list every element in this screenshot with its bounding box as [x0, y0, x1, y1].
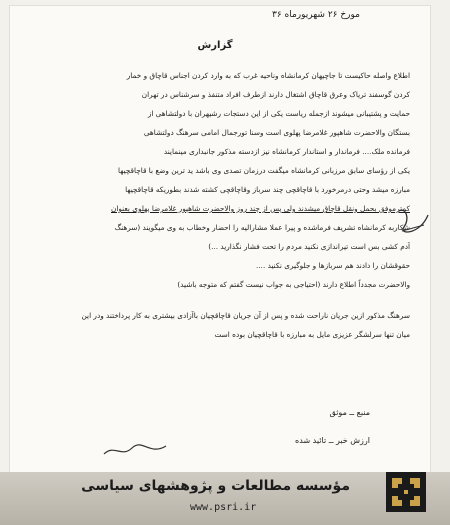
body-line: اطلاع واصله حاکیست تا جاچیهان کرمانشاه وناحیه غرب که به وارد کردن اجناس قاچاق و خمار	[126, 71, 410, 80]
body-line: میان تنها سرلشگر عزیزی مایل به مبارزه با قاچاقچیان بوده است	[214, 330, 410, 339]
body-line: آدم کشی بس است تیراندازی نکنید مردم را تحت فشار نگذارید ...)	[208, 242, 410, 251]
document-title: گزارش	[197, 40, 233, 51]
organization-name: مؤسسه مطالعات و پژوهشهای سیاسی	[81, 478, 350, 494]
body-line: مبارزه میشد وحتی درمرخورد با قاچاقچی چند سرباز وقاچاقچی کشته شدند بطوریکه قاچاقچیها	[125, 185, 410, 194]
body-line-underlined: کمترموفق بحمل ونقل قاچاق میشدند ولی پس از چند روز والاحضرت شاهپور غلامرضا پهلوی بعنوان	[111, 204, 410, 213]
handwritten-signature-icon	[100, 440, 170, 460]
body-line: والاحضرت مجدداً اطلاع دارند (احتیاجی به جواب نیست گفتم که متوجه باشید)	[177, 280, 410, 289]
reporter-label: ارزش خبر ــ تائید شده	[295, 436, 370, 445]
footer-band	[0, 472, 450, 525]
body-line: یکی از رؤسای سابق مرزبانی کرمانشاه میگفت درزمان تصدی وی باشد ید ترین وضع با قاچاقچیها	[118, 166, 410, 175]
body-spacer	[14, 294, 410, 306]
body-line: حقوقشان را دادند هم سربازها و جلوگیری نکنید ....	[256, 261, 410, 270]
source-label: منبع ــ موثق	[329, 408, 370, 417]
document-date: مورخ ۲۶ شهریورماه ۳۶	[272, 10, 360, 20]
body-line: شکاربه کرمانشاه تشریف فرماشده و پیرا عملا مشارالیه را احضار وخطاب به وی میگویند (سرهنگ	[114, 223, 410, 232]
body-line: کردن گوسفند ترياک وعرق قاچاق اشتغال دارند ازطرف افراد متنفذ و سرشناس در تهران	[141, 90, 410, 99]
psri-logo-icon	[386, 472, 426, 512]
body-line: حمایت و پشتیبانی میشوند ازجمله ریاست یکی از این دستجات رشیهران با دولتشاهی از	[147, 109, 410, 118]
body-line: سرهنگ مذکور ازین جریان ناراحت شده و پس از آن جریان قاچاقچیان باآزادی بیشتری به کار پرداختند ودر این	[81, 311, 410, 320]
website-link[interactable]: www.psri.ir	[190, 502, 257, 513]
document-body	[14, 66, 410, 344]
body-line: فرمانده ملک.... فرماندار و استاندار کرمانشاه نیز ازدسته مذکور جانبداری مینمایند	[163, 147, 410, 156]
handwritten-margin-note-icon	[394, 205, 434, 239]
body-line: بستگان والاحضرت شاهپور غلامرضا پهلوی است وسنا تورجمال امامی سرهنگ دولتشاهی	[143, 128, 410, 137]
